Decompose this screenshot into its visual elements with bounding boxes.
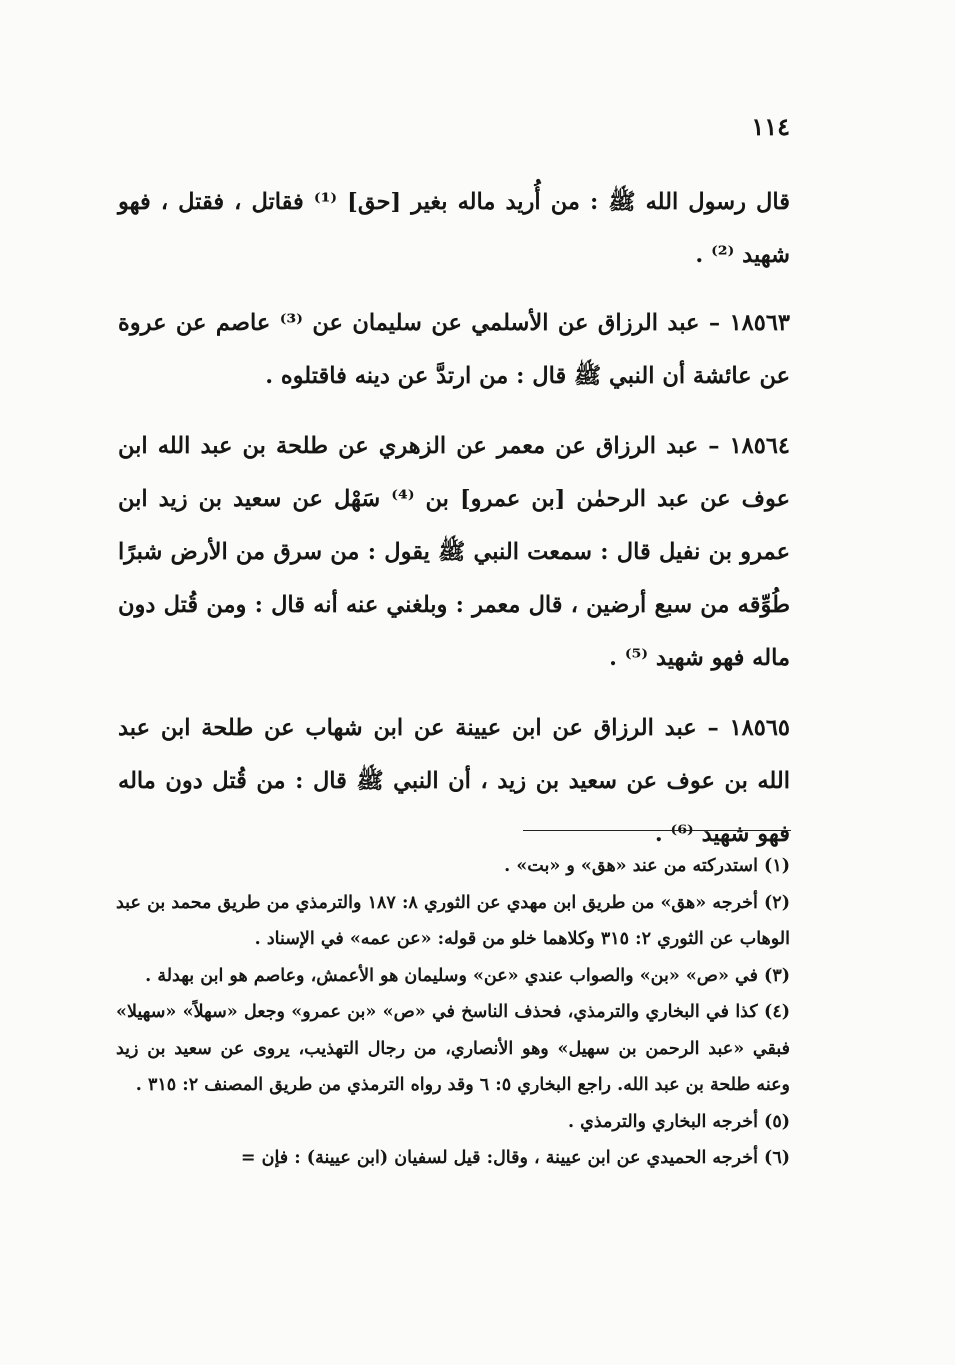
hadith-18565	[118, 702, 790, 861]
hadith-number: ١٨٥٦٥	[729, 715, 790, 741]
hadith-number: ١٨٥٦٣	[729, 310, 790, 336]
hadith-text: – عبد الرزاق عن الأسلمي عن سليمان عن ⁽³⁾ عاصم عن عروة عن عائشة أن النبي ﷺ قال : من ارتدَّ عن دينه فاقتلوه .	[118, 310, 790, 389]
hadith-text: – عبد الرزاق عن ابن عيينة عن ابن شهاب عن طلحة ابن عبد الله بن عوف عن سعيد بن زيد ، أن النبي ﷺ قال : من قُتل دون ماله فهو شهيد ⁽⁶⁾ .	[118, 715, 790, 847]
footnote-5: (٥) أخرجه البخاري والترمذي .	[567, 1111, 790, 1132]
footnote-3: (٣) في «ص» «بن» والصواب عندي «عن» وسليمان هو الأعمش، وعاصم هو ابن بهدلة .	[145, 965, 790, 986]
footnote-1: (١) استدركته من عند «هق» و «بت» .	[504, 856, 790, 876]
hadith-text: – عبد الرزاق عن معمر عن الزهري عن طلحة بن عبد الله ابن عوف عن عبد الرحمٰن [بن عمرو] بن ⁽⁴⁾ سَهْل عن سعيد بن زيد ابن عمرو بن نفيل قال : سمعت النبي ﷺ يقول : من سرق من الأرض شبرًا طُوِّقه من سبع أرضين ، قال معمر : وبلغني عنه أنه قال : ومن قُتل دون ماله فهو شهيد ⁽⁵⁾ .	[118, 433, 790, 671]
paragraph-intro	[118, 176, 790, 282]
footnote-divider	[523, 830, 791, 831]
paragraph-text: قال رسول الله ﷺ : من أُريد ماله بغير [حق] ⁽¹⁾ فقاتل ، فقتل ، فهو شهيد ⁽²⁾ .	[118, 189, 790, 268]
footnote-4: (٤) كذا في البخاري والترمذي، فحذف الناسخ في «ص» «بن عمرو» وجعل «سهلاً» «سهيلا» فبقي «عبد الرحمن بن سهيل» وهو الأنصاري، من رجال التهذيب، يروى عن سعيد بن زيد وعنه طلحة بن عبد الله. راجع البخاري ٥: ٦ وقد رواه الترمذي من طريق المصنف ٢: ٣١٥ .	[116, 1002, 790, 1095]
page-number: ١١٤	[751, 112, 790, 141]
hadith-number: ١٨٥٦٤	[729, 433, 790, 459]
footnote-6: (٦) أخرجه الحميدي عن ابن عيينة ، وقال: قيل لسفيان (ابن عيينة) : فإن =	[240, 1148, 790, 1168]
footnotes	[116, 848, 790, 1177]
main-text	[118, 176, 790, 878]
footnote-2: (٢) أخرجه «هق» من طريق ابن مهدي عن الثوري ٨: ١٨٧ والترمذي من طريق محمد بن عبد الوهاب عن الثوري ٢: ٣١٥ وكلاهما خلو من قوله: «عن عمه» في الإسناد .	[116, 892, 790, 949]
hadith-18563	[118, 297, 790, 403]
hadith-18564	[118, 420, 790, 685]
